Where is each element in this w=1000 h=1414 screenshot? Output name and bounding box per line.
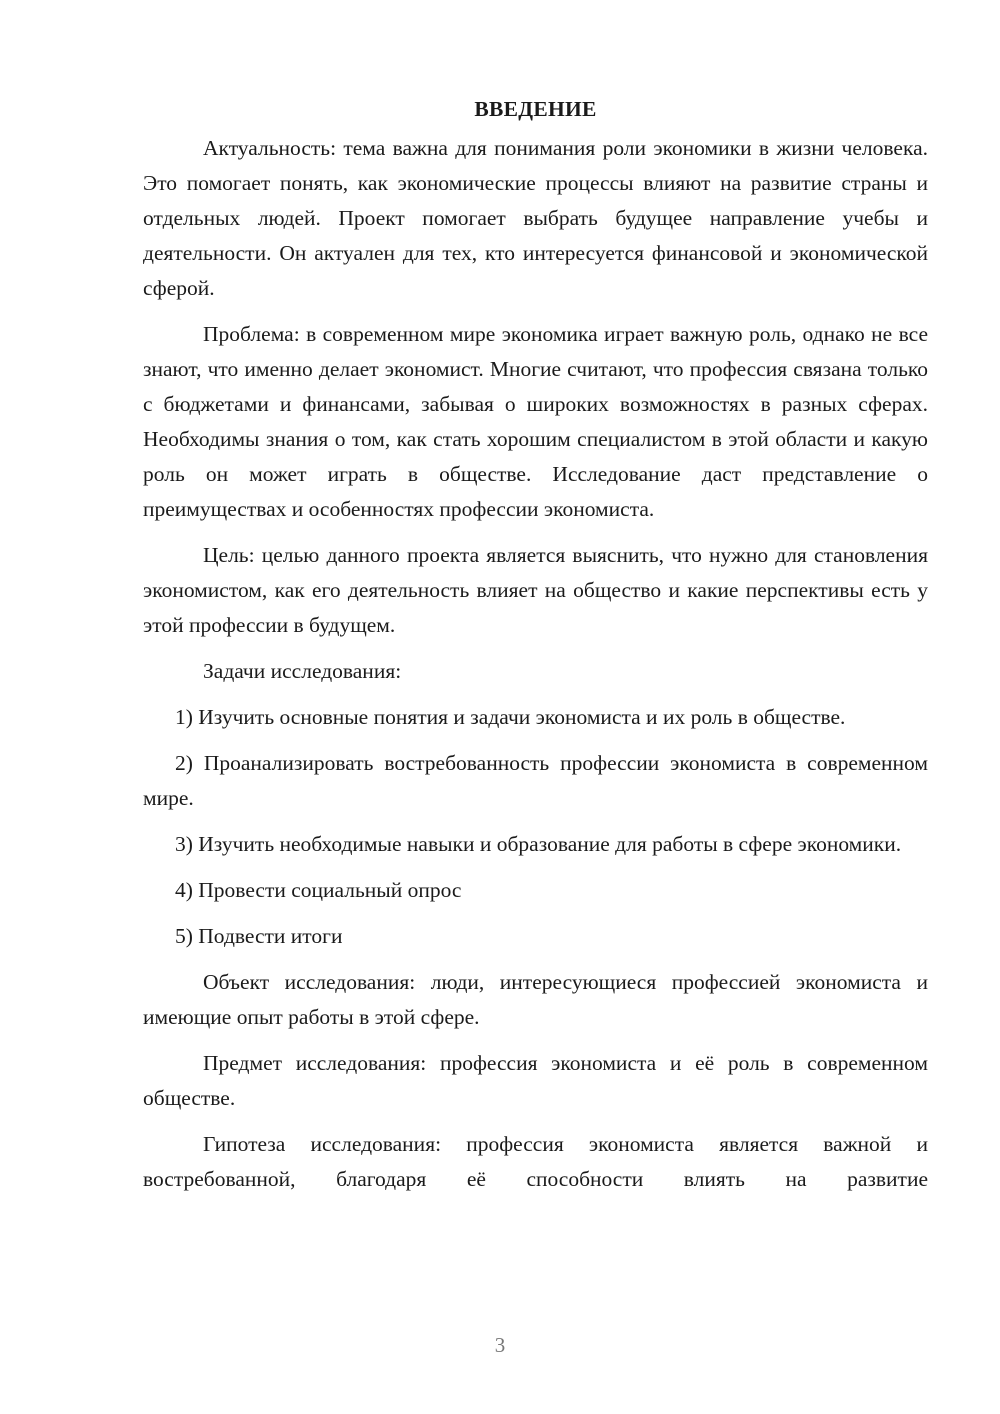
- document-page: [143, 92, 928, 1208]
- paragraph-relevance: Актуальность: тема важна для понимания роли экономики в жизни человека. Это помогает понять, как экономические процессы влияют на развитие страны и отдельных людей. Проект помогает выбрать будущее направление учебы и деятельности. Он актуален для тех, кто интересуется финансовой и экономической сферой.: [143, 136, 928, 300]
- task-item-3: 3) Изучить необходимые навыки и образование для работы в сфере экономики.: [175, 832, 902, 856]
- paragraph-tasks-heading: Задачи исследования:: [203, 659, 402, 683]
- page-number: 3: [494, 1333, 506, 1357]
- task-item-2: 2) Проанализировать востребованность профессии экономиста в современном мире.: [143, 751, 928, 810]
- paragraph-goal: Цель: целью данного проекта является выяснить, что нужно для становления экономистом, как его деятельность влияет на общество и какие перспективы есть у этой профессии в будущем.: [143, 543, 928, 637]
- section-title: ВВЕДЕНИЕ: [474, 97, 597, 121]
- task-item-1: 1) Изучить основные понятия и задачи экономиста и их роль в обществе.: [175, 705, 846, 729]
- paragraph-hypothesis: Гипотеза исследования: профессия экономиста является важной и востребованной, благодаря её способности влиять на развитие: [143, 1132, 928, 1191]
- task-item-4: 4) Провести социальный опрос: [175, 878, 462, 902]
- paragraph-subject: Предмет исследования: профессия экономиста и её роль в современном обществе.: [143, 1051, 928, 1110]
- task-item-5: 5) Подвести итоги: [175, 924, 343, 948]
- paragraph-problem: Проблема: в современном мире экономика играет важную роль, однако не все знают, что именно делает экономист. Многие считают, что профессия связана только с бюджетами и финансами, забывая о широких возможностях в разных сферах. Необходимы знания о том, как стать хорошим специалистом в этой области и какую роль он может играть в обществе. Исследование даст представление о преимуществах и особенностях профессии экономиста.: [143, 322, 928, 521]
- paragraph-object: Объект исследования: люди, интересующиеся профессией экономиста и имеющие опыт работы в этой сфере.: [143, 970, 928, 1029]
